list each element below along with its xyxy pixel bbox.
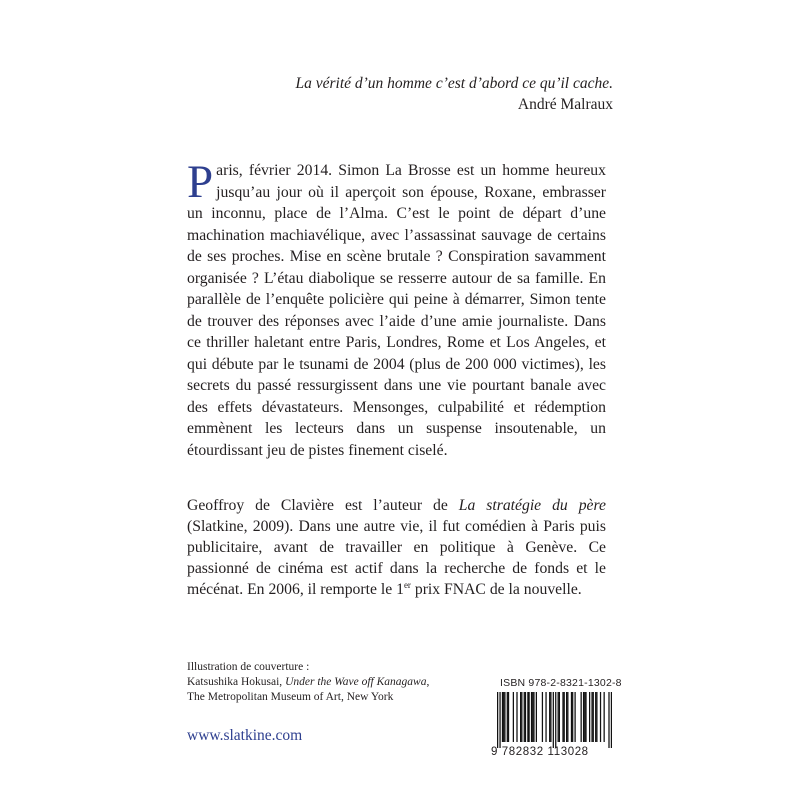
barcode-bar xyxy=(516,692,517,742)
barcode-bar xyxy=(532,692,533,742)
barcode-bar xyxy=(521,692,522,742)
bio-part2: (Slatkine, 2009). Dans une autre vie, il fut comédien à Paris puis publicitaire, avant de travailler en politique à Genève. Ce passionné de cinéma est actif dans la recherche de fonds et le mécénat. En 2006, il remporte le 1 xyxy=(187,518,606,598)
barcode xyxy=(497,692,612,748)
barcode-bar xyxy=(585,692,586,742)
barcode-bar xyxy=(583,692,584,742)
barcode-bar xyxy=(558,692,559,742)
epigraph-author: André Malraux xyxy=(517,96,613,113)
bio-book-title: La stratégie du père xyxy=(458,497,606,514)
barcode-bar xyxy=(502,692,503,742)
bio-superscript: er xyxy=(403,580,411,590)
barcode-bar xyxy=(584,692,585,742)
barcode-bar xyxy=(508,692,509,742)
barcode-bar xyxy=(571,692,572,742)
barcode-bar xyxy=(524,692,525,742)
barcode-bar xyxy=(528,692,529,742)
barcode-bar xyxy=(503,692,504,742)
barcode-bar xyxy=(499,692,500,748)
barcode-bar xyxy=(596,692,597,742)
credits-artist: Katsushika Hokusai, xyxy=(187,676,286,688)
barcode-bar xyxy=(600,692,601,742)
barcode-bar xyxy=(536,692,537,742)
barcode-bar xyxy=(567,692,568,742)
book-summary xyxy=(187,156,606,461)
barcode-bar xyxy=(550,692,551,742)
barcode-bar xyxy=(533,692,534,742)
barcode-bar xyxy=(581,692,582,742)
barcode-bar xyxy=(564,692,565,742)
bio-part1: Geoffroy de Clavière est l’auteur de xyxy=(187,497,459,514)
barcode-bar xyxy=(504,692,505,742)
drop-cap: P xyxy=(187,156,214,208)
barcode-bar xyxy=(555,692,556,748)
credits-line2-suffix: , xyxy=(426,676,430,688)
barcode-bar xyxy=(604,692,605,742)
barcode-bar xyxy=(589,692,590,742)
barcode-bar xyxy=(566,692,567,742)
barcode-bar xyxy=(531,692,532,742)
epigraph xyxy=(295,73,613,115)
barcode-bar xyxy=(497,692,498,748)
barcode-bar xyxy=(593,692,594,742)
barcode-bar xyxy=(608,692,609,748)
barcode-bar xyxy=(559,692,560,742)
barcode-bar xyxy=(591,692,592,742)
cover-credits xyxy=(187,660,487,705)
barcode-bar xyxy=(545,692,546,742)
barcode-bar xyxy=(520,692,521,742)
epigraph-quote: La vérité d’un homme c’est d’abord ce qu’il cache. xyxy=(295,75,613,92)
credits-artwork-title: Under the Wave off Kanagawa xyxy=(285,676,427,688)
barcode-bar xyxy=(553,692,554,748)
barcode-bar xyxy=(574,692,575,742)
barcode-bar xyxy=(525,692,526,742)
credits-line3: The Metropolitan Museum of Art, New York xyxy=(187,691,394,703)
author-bio xyxy=(187,495,606,600)
barcode-bar xyxy=(527,692,528,742)
barcode-bar xyxy=(542,692,543,742)
isbn-label: ISBN 978-2-8321-1302-8 xyxy=(500,677,622,689)
summary-text: aris, février 2014. Simon La Brosse est un homme heureux jusqu’au jour où il aperçoit son épouse, Roxane, embrasser un inconnu, place de l’Alma. C’est le point de départ d’une machination machiavélique, avec l’assassinat sauvage de certains de ses proches. Mise en scène brutale ? Conspiration savamment organisée ? L’étau diabolique se resserre autour de sa famille. En parallèle de l’enquête policière qui peine à démarrer, Simon tente de trouver des réponses avec l’aide d’une amie journaliste. Dans ce thriller haletant entre Paris, Londres, Rome et Los Angeles, et qui débute par le tsunami de 2004 (plus de 200 000 victimes), les secrets du passé ressurgissent dans une vie pourtant banale avec des effets dévastateurs. Mensonges, culpabilité et rédemption emmènent les lecteurs dans un suspense insoutenable, un étourdissant jeu de pistes finement ciselé. xyxy=(187,162,606,459)
barcode-bar xyxy=(595,692,596,742)
barcode-bar xyxy=(572,692,573,742)
barcode-bar xyxy=(549,692,550,742)
barcode-bar xyxy=(507,692,508,742)
barcode-bar xyxy=(513,692,514,742)
publisher-website: www.slatkine.com xyxy=(187,727,303,744)
bio-part3: prix FNAC de la nouvelle. xyxy=(410,581,582,598)
barcode-bar xyxy=(611,692,612,748)
credits-line2 xyxy=(187,675,487,690)
barcode-bar xyxy=(562,692,563,742)
credits-line1: Illustration de couverture : xyxy=(187,661,310,673)
barcode-digits: 9 782832 113028 xyxy=(491,746,589,758)
